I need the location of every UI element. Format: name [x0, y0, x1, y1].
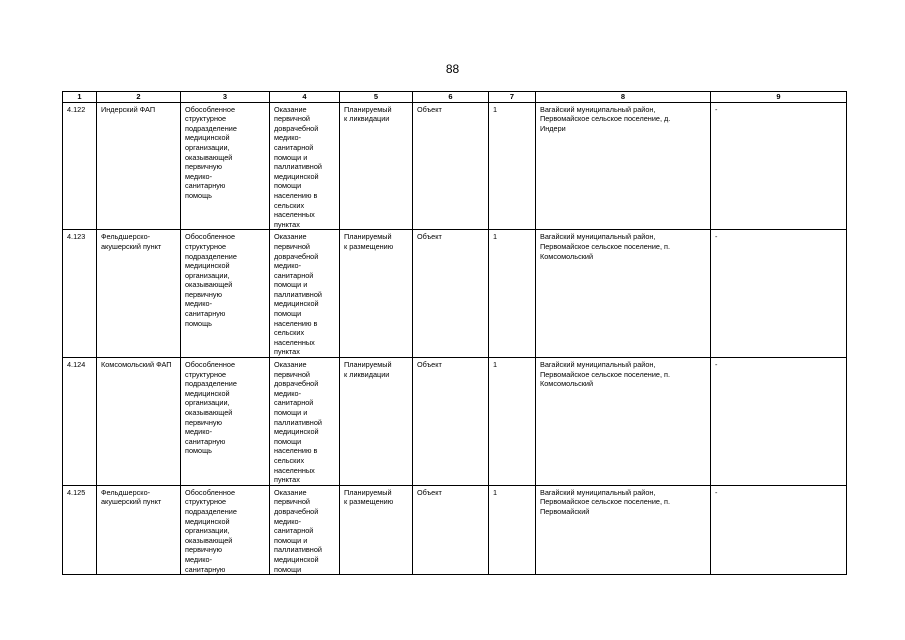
cell-type [181, 485, 270, 574]
cell-purpose-line: Оказание [274, 487, 307, 497]
cell-type [181, 358, 270, 486]
cell-count: 1 [489, 358, 536, 486]
column-header-9: 9 [711, 92, 847, 103]
cell-type-line: Обособленное [185, 360, 236, 370]
cell-location-line: Первомайское сельское поселение, д. [540, 114, 671, 124]
cell-purpose-line: населению в [274, 190, 318, 200]
cell-kind: Объект [413, 230, 489, 358]
cell-kind: Объект [413, 358, 489, 486]
cell-name: Фельдшерско-акушерский пункт [97, 485, 181, 574]
cell-number: 4.124 [63, 358, 97, 486]
cell-count: 1 [489, 485, 536, 574]
cell-type-line: санитарную [185, 564, 226, 574]
cell-status-line: Планируемый [344, 232, 392, 242]
cell-location-line: Первомайское сельское поселение, п. [540, 369, 671, 379]
column-header-5: 5 [340, 92, 413, 103]
cell-status-line: к ликвидации [344, 114, 390, 124]
cell-purpose-line: сельских [274, 328, 305, 338]
column-header-3: 3 [181, 92, 270, 103]
cell-purpose-line: помощи и [274, 408, 308, 417]
header-row [63, 92, 847, 103]
cell-type-line: оказывающей [185, 535, 233, 545]
cell-purpose-line: помощи и [274, 535, 308, 545]
cell-type [181, 230, 270, 358]
table-row [63, 102, 847, 230]
cell-location-line: Первомайское сельское поселение, п. [540, 241, 671, 251]
cell-purpose-line: санитарной [274, 526, 314, 536]
cell-purpose-line: доврачебной [274, 506, 319, 516]
cell-count: 1 [489, 102, 536, 230]
column-header-1: 1 [63, 92, 97, 103]
cell-location-line: Комсомольский [540, 251, 594, 261]
cell-location-line: Первомайское сельское поселение, п. [540, 497, 671, 507]
cell-note: - [711, 230, 847, 358]
cell-note: - [711, 102, 847, 230]
cell-purpose-line: Оказание [274, 104, 307, 114]
cell-status-line: Планируемый [344, 104, 392, 114]
cell-purpose-line: помощи [274, 181, 302, 191]
cell-purpose-line: медико- [274, 261, 302, 271]
cell-type-line: медико- [185, 427, 213, 437]
cell-type-line: Обособленное [185, 104, 236, 114]
cell-location [536, 485, 711, 574]
cell-location-line: Вагайский муниципальный район, [540, 487, 656, 497]
cell-purpose-line: медико- [274, 133, 302, 143]
cell-location-line: Комсомольский [540, 379, 594, 389]
cell-type-line: первичную [185, 545, 222, 555]
cell-count: 1 [489, 230, 536, 358]
cell-type-line: санитарную [185, 181, 226, 191]
cell-type-line: помощь [185, 318, 212, 328]
cell-type-line: первичную [185, 162, 222, 172]
cell-type-line: подразделение [185, 379, 237, 389]
cell-type-line: подразделение [185, 251, 237, 261]
cell-location [536, 102, 711, 230]
cell-type [181, 102, 270, 230]
cell-note: - [711, 485, 847, 574]
cell-purpose-line: пунктах [274, 347, 300, 357]
column-header-7: 7 [489, 92, 536, 103]
cell-purpose-line: первичной [274, 369, 310, 379]
column-header-6: 6 [413, 92, 489, 103]
cell-type-line: структурное [185, 241, 227, 251]
cell-number: 4.122 [63, 102, 97, 230]
cell-purpose-line: помощи [274, 309, 302, 319]
cell-purpose-line: населению в [274, 446, 318, 456]
table-row [63, 230, 847, 358]
cell-status-line: к размещению [344, 241, 394, 251]
cell-location-line: Вагайский муниципальный район, [540, 360, 656, 370]
cell-purpose-line: медико- [274, 516, 302, 526]
cell-type-line: медицинской [185, 133, 230, 143]
cell-type-line: оказывающей [185, 408, 233, 417]
cell-purpose [270, 358, 340, 486]
cell-purpose-line: паллиативной [274, 417, 322, 427]
cell-purpose [270, 102, 340, 230]
cell-type-line: первичную [185, 289, 222, 299]
cell-purpose-line: населенных [274, 465, 315, 475]
cell-purpose-line: Оказание [274, 360, 307, 370]
cell-type-line: структурное [185, 497, 227, 507]
cell-type-line: медико- [185, 171, 213, 181]
cell-status-line: Планируемый [344, 360, 392, 370]
cell-type-line: подразделение [185, 506, 237, 516]
cell-location-line: Вагайский муниципальный район, [540, 104, 656, 114]
cell-purpose [270, 485, 340, 574]
cell-type-line: помощь [185, 446, 212, 456]
cell-status-line: к размещению [344, 497, 394, 507]
cell-purpose-line: медицинской [274, 171, 319, 181]
cell-type-line: организации, [185, 526, 230, 536]
cell-purpose-line: медицинской [274, 427, 319, 437]
cell-purpose-line: паллиативной [274, 545, 322, 555]
cell-purpose-line: сельских [274, 455, 305, 465]
cell-purpose-line: доврачебной [274, 379, 319, 389]
cell-status [340, 358, 413, 486]
cell-status [340, 230, 413, 358]
cell-purpose-line: медицинской [274, 554, 319, 564]
cell-type-line: медико- [185, 554, 213, 564]
cell-purpose-line: населенных [274, 337, 315, 347]
cell-type-line: организации, [185, 142, 230, 152]
table-row [63, 358, 847, 486]
cell-location-line: Индери [540, 123, 566, 133]
cell-purpose-line: сельских [274, 200, 305, 210]
cell-type-line: структурное [185, 114, 227, 124]
cell-number: 4.123 [63, 230, 97, 358]
cell-status-line: Планируемый [344, 487, 392, 497]
cell-purpose-line: санитарной [274, 398, 314, 408]
column-header-2: 2 [97, 92, 181, 103]
cell-type-line: оказывающей [185, 152, 233, 162]
column-header-4: 4 [270, 92, 340, 103]
cell-purpose-line: населению в [274, 318, 318, 328]
cell-type-line: структурное [185, 369, 227, 379]
cell-kind: Объект [413, 485, 489, 574]
cell-purpose-line: помощи и [274, 280, 308, 290]
cell-purpose-line: паллиативной [274, 289, 322, 299]
cell-type-line: медицинской [185, 261, 230, 271]
cell-type-line: оказывающей [185, 280, 233, 290]
cell-note: - [711, 358, 847, 486]
cell-purpose-line: медико- [274, 388, 302, 398]
cell-location-line: Первомайский [540, 506, 590, 516]
page-number: 88 [445, 62, 460, 76]
cell-kind: Объект [413, 102, 489, 230]
cell-type-line: санитарную [185, 436, 226, 446]
cell-purpose-line: доврачебной [274, 251, 319, 261]
cell-type-line: подразделение [185, 123, 237, 133]
cell-purpose-line: пунктах [274, 219, 300, 229]
cell-type-line: организации, [185, 270, 230, 280]
cell-name: Комсомольский ФАП [97, 358, 181, 486]
cell-number: 4.125 [63, 485, 97, 574]
cell-type-line: медико- [185, 299, 213, 309]
cell-type-line: первичную [185, 417, 222, 427]
cell-purpose-line: паллиативной [274, 162, 322, 172]
cell-location-line: Вагайский муниципальный район, [540, 232, 656, 242]
cell-purpose-line: первичной [274, 114, 310, 124]
cell-type-line: Обособленное [185, 487, 236, 497]
cell-status [340, 485, 413, 574]
cell-purpose-line: Оказание [274, 232, 307, 242]
cell-purpose-line: санитарной [274, 270, 314, 280]
cell-purpose-line: первичной [274, 497, 310, 507]
cell-purpose [270, 230, 340, 358]
cell-status-line: к ликвидации [344, 369, 390, 379]
cell-status [340, 102, 413, 230]
cell-name: Фельдшерско-акушерский пункт [97, 230, 181, 358]
cell-purpose-line: помощи и [274, 152, 308, 162]
cell-location [536, 230, 711, 358]
cell-purpose-line: населенных [274, 210, 315, 220]
objects-table [62, 91, 847, 575]
cell-purpose-line: помощи [274, 436, 302, 446]
cell-type-line: Обособленное [185, 232, 236, 242]
table-row [63, 485, 847, 574]
cell-purpose-line: медицинской [274, 299, 319, 309]
cell-purpose-line: пунктах [274, 475, 300, 485]
column-header-8: 8 [536, 92, 711, 103]
cell-purpose-line: доврачебной [274, 123, 319, 133]
cell-location [536, 358, 711, 486]
cell-type-line: помощь [185, 190, 212, 200]
cell-type-line: организации, [185, 398, 230, 408]
cell-name: Индерский ФАП [97, 102, 181, 230]
cell-type-line: санитарную [185, 309, 226, 319]
cell-purpose-line: первичной [274, 241, 310, 251]
cell-purpose-line: санитарной [274, 142, 314, 152]
cell-type-line: медицинской [185, 516, 230, 526]
cell-purpose-line: помощи [274, 564, 302, 574]
cell-type-line: медицинской [185, 388, 230, 398]
